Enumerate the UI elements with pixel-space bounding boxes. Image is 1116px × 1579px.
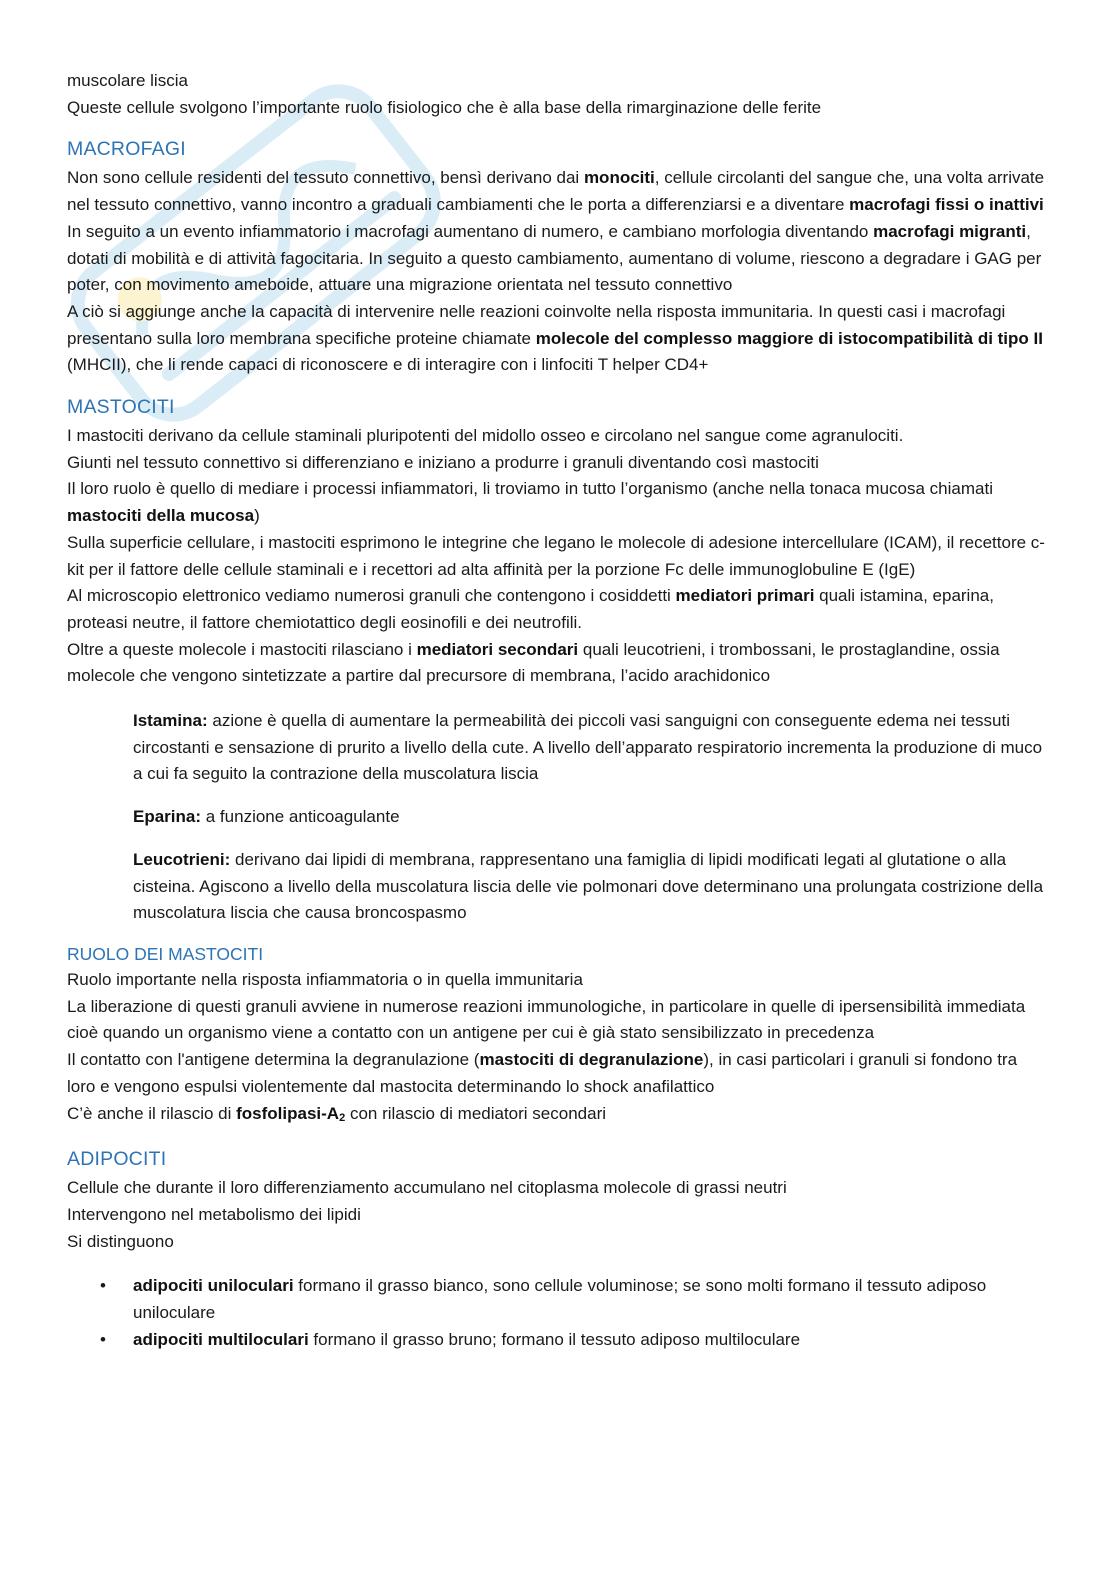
list-item: • adipociti uniloculari formano il grasso bianco, sono cellule voluminose; se sono molti formano il tessuto adiposo uniloculare (133, 1273, 1047, 1326)
mastociti-paragraph-2: Giunti nel tessuto connettivo si differenziano e iniziano a produrre i granuli diventando così mastociti (67, 452, 819, 472)
mastociti-paragraph-6: Oltre a queste molecole i mastociti rilasciano i mediatori secondari quali leucotrieni, i trombossani, le prostaglandine, ossia molecole che vengono sintetizzate a partire dal precursore di membrana, l’acido arachidonico (67, 639, 1000, 686)
mastociti-paragraph-1: I mastociti derivano da cellule staminali pluripotenti del midollo osseo e circolano nel sangue come agranulociti. (67, 426, 904, 446)
macrofagi-paragraph-1: Non sono cellule residenti del tessuto connettivo, bensì derivano dai monociti, cellule circolanti del sangue che, una volta arrivate nel tessuto connettivo, vanno incontro a graduali cambiamenti che le porta a differenziarsi e a diventare macrofagi fissi o inattivi (67, 168, 1045, 215)
heading-adipociti: ADIPOCITI (67, 1148, 167, 1171)
adipociti-paragraph-1: Cellule che durante il loro differenziamento accumulano nel citoplasma molecole di grassi neutri (67, 1178, 787, 1198)
heading-macrofagi: MACROFAGI (67, 138, 186, 161)
ruolo-paragraph-4: C’è anche il rilascio di fosfolipasi-$A_2$ con rilascio di mediatori secondari (67, 1103, 607, 1124)
mediator-definitions (133, 708, 1047, 927)
intro-line-1: muscolare liscia (67, 71, 188, 90)
bullet-icon: • (100, 1276, 106, 1296)
adipociti-paragraph-2: Intervengono nel metabolismo dei lipidi (67, 1204, 361, 1224)
ruolo-paragraph-2: La liberazione di questi granuli avviene in numerose reazioni immunologiche, in particolare in quelle di ipersensibilità immediata cioè quando un organismo viene a contatto con un antigene per cui è già stato sensibilizzato in precedenza (67, 996, 1026, 1043)
document-page (67, 68, 1047, 1353)
heading-ruolo-mastociti: RUOLO DEI MASTOCITI (67, 943, 264, 964)
heading-mastociti: MASTOCITI (67, 396, 175, 419)
mastociti-paragraph-5: Al microscopio elettronico vediamo numerosi granuli che contengono i cosiddetti mediatori primari quali istamina, eparina, proteasi neutre, il fattore chemiotattico degli eosinofili e dei neutrofili. (67, 586, 994, 632)
adipociti-list (67, 1273, 1047, 1353)
ruolo-paragraph-1: Ruolo importante nella risposta infiammatoria o in quella immunitaria (67, 969, 583, 989)
macrofagi-paragraph-2: In seguito a un evento infiammatorio i macrofagi aumentano di numero, e cambiano morfologia diventando macrofagi migranti, dotati di mobilità e di attività fagocitaria. In seguito a questo cambiamento, aumentano di volume, riescono a degradare i GAG per poter, con movimento ameboide, attuare una migrazione orientata nel tessuto connettivo (67, 221, 1042, 295)
adipociti-paragraph-3: Si distinguono (67, 1231, 174, 1251)
ruolo-paragraph-3: Il contatto con l'antigene determina la degranulazione (mastociti di degranulazione), in casi particolari i granuli si fondono tra loro e vengono espulsi violentemente dal mastocita determinando lo shock anafilattico (67, 1050, 1018, 1096)
bullet-icon: • (100, 1329, 106, 1349)
macrofagi-paragraph-3: A ciò si aggiunge anche la capacità di intervenire nelle reazioni coinvolte nella risposta immunitaria. In questi casi i macrofagi presentano sulla loro membrana specifiche proteine chiamate molecole del complesso maggiore di istocompatibilità di tipo II (MHCII), che li rende capaci di riconoscere e di interagire con i linfociti T helper CD4+ (67, 301, 1043, 375)
definition-istamina: Istamina: azione è quella di aumentare la permeabilità dei piccoli vasi sanguigni con conseguente edema nei tessuti circostanti e sensazione di prurito a livello della cute. A livello dell’apparato respiratorio incrementa la produzione di muco a cui fa seguito la contrazione della muscolatura liscia (133, 711, 1043, 784)
definition-eparina: Eparina: a funzione anticoagulante (133, 807, 400, 827)
intro-line-2: Queste cellule svolgono l’importante ruolo fisiologico che è alla base della rimarginazione delle ferite (67, 97, 822, 117)
mastociti-paragraph-3: Il loro ruolo è quello di mediare i processi infiammatori, li troviamo in tutto l’organismo (anche nella tonaca mucosa chiamati mastociti della mucosa) (67, 479, 993, 526)
definition-leucotrieni: Leucotrieni: derivano dai lipidi di membrana, rappresentano una famiglia di lipidi modificati legati al glutatione o alla cisteina. Agiscono a livello della muscolatura liscia delle vie polmonari dove determinano una prolungata costrizione della muscolatura liscia che causa broncospasmo (133, 849, 1044, 923)
list-item: • adipociti multiloculari formano il grasso bruno; formano il tessuto adiposo multiloculare (133, 1327, 1047, 1354)
mastociti-paragraph-4: Sulla superficie cellulare, i mastociti esprimono le integrine che legano le molecole di adesione intercellulare (ICAM), il recettore c-kit per il fattore delle cellule staminali e i recettori ad alta affinità per la porzione Fc delle immunoglobuline E (IgE) (67, 532, 1045, 579)
